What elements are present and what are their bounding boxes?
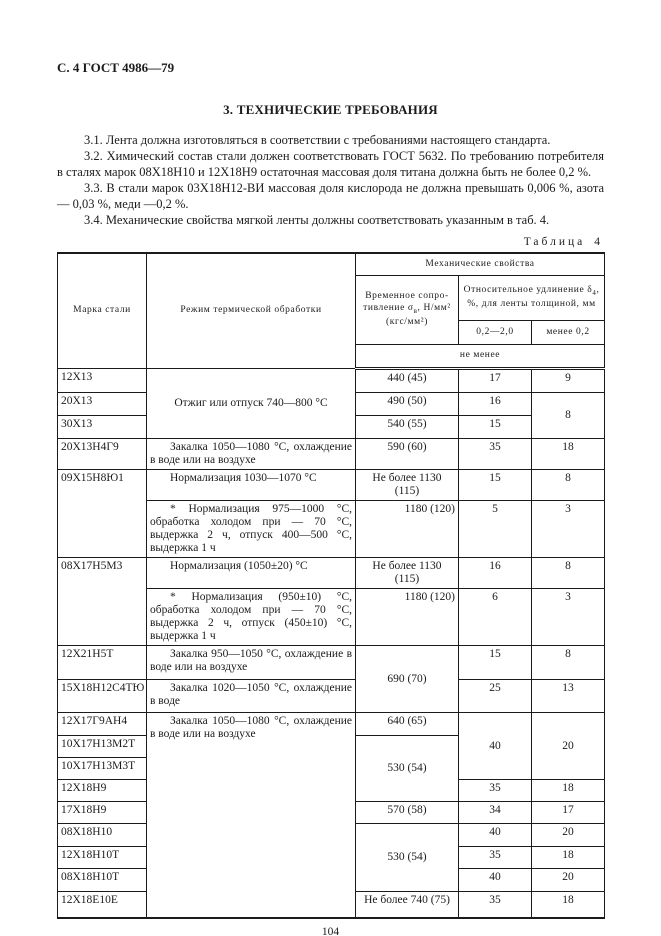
table-row — [58, 470, 605, 501]
elongation-cell: 8 — [532, 470, 605, 501]
mark-cell: 09Х15Н8Ю1 — [58, 470, 147, 558]
elongation-cell: 9 — [532, 369, 605, 393]
paragraphs-block — [57, 132, 604, 228]
mark-cell: 20Х13Н4Г9 — [58, 439, 147, 470]
elongation-cell: 35 — [459, 847, 532, 869]
strength-cell: 690 (70) — [356, 646, 459, 713]
table-row — [58, 713, 605, 736]
elongation-cell: 40 — [459, 869, 532, 892]
elongation-cell: 20 — [532, 869, 605, 892]
elongation-cell: 18 — [532, 892, 605, 918]
treatment-cell: Закалка 1020—1050 °С, охлаждение в воде — [147, 680, 356, 713]
elongation-cell: 40 — [459, 713, 532, 780]
header-not-less: не менее — [356, 345, 605, 369]
table-row — [58, 439, 605, 470]
treatment-cell: * Нормализация 975—1000 °С, обработка холодом при — 70 °С, выдержка 2 ч, отпуск 400—500 °С, выдержка 1 ч — [147, 501, 356, 558]
treatment-cell: Нормализация (1050±20) °С — [147, 558, 356, 589]
tensile-line3: (кгс/мм²) — [386, 317, 428, 328]
table-caption — [57, 236, 604, 248]
strength-cell: 590 (60) — [356, 439, 459, 470]
elongation-cell: 20 — [532, 824, 605, 847]
strength-cell: 530 (54) — [356, 736, 459, 802]
elongation-cell: 15 — [459, 416, 532, 439]
mark-cell: 20Х13 — [58, 393, 147, 416]
table-caption-number: 4 — [594, 236, 600, 248]
table-row — [58, 558, 605, 589]
strength-cell: 490 (50) — [356, 393, 459, 416]
elongation-cell: 15 — [459, 646, 532, 680]
elongation-cell: 35 — [459, 439, 532, 470]
mark-cell: 12Х21Н5Т — [58, 646, 147, 680]
mark-cell: 10Х17Н13М2Т — [58, 736, 147, 758]
elongation-cell: 13 — [532, 680, 605, 713]
treatment-cell: Закалка 950—1050 °С, охлаждение в воде или на воздухе — [147, 646, 356, 680]
strength-cell: 1180 (120) — [356, 589, 459, 646]
mark-cell: 10Х17Н13М3Т — [58, 758, 147, 780]
header-mark: Марка стали — [58, 253, 147, 369]
paragraph-3-3: 3.3. В стали марок 03Х18Н12-ВИ массовая доля кислорода не должна превышать 0,006 %, азота — 0,03 %, меди —0,2 %. — [57, 181, 604, 211]
mark-cell: 15Х18Н12С4ТЮ — [58, 680, 147, 713]
header-tensile-strength — [356, 276, 459, 345]
elongation-cell: 34 — [459, 802, 532, 824]
mark-cell: 12Х17Г9АН4 — [58, 713, 147, 736]
table-body — [58, 369, 605, 918]
strength-cell: Не более 740 (75) — [356, 892, 459, 918]
header-treatment: Режим термической обработки — [147, 253, 356, 369]
elongation-cell: 25 — [459, 680, 532, 713]
mark-cell: 12Х18Н9 — [58, 780, 147, 802]
elongation-text-a: Относительное удлинение δ — [463, 285, 593, 296]
elongation-cell: 5 — [459, 501, 532, 558]
header-thickness-range-2: менее 0,2 — [532, 321, 605, 345]
strength-cell: Не более 1130 (115) — [356, 470, 459, 501]
page-content — [57, 60, 604, 936]
running-header: С. 4 ГОСТ 4986—79 — [57, 60, 175, 75]
elongation-cell: 35 — [459, 780, 532, 802]
strength-cell: 1180 (120) — [356, 501, 459, 558]
elongation-cell: 3 — [532, 589, 605, 646]
elongation-cell: 8 — [532, 646, 605, 680]
elongation-cell: 35 — [459, 892, 532, 918]
treatment-cell: Закалка 1050—1080 °С, охлаждение в воде или на воздухе — [147, 439, 356, 470]
paragraph-3-1: 3.1. Лента должна изготовляться в соответствии с требованиями настоящего стандарта. — [84, 133, 551, 147]
header-relative-elongation — [459, 276, 605, 321]
table-header — [58, 253, 605, 369]
mechanical-properties-table — [57, 252, 605, 919]
table-row — [58, 646, 605, 680]
elongation-cell: 8 — [532, 393, 605, 439]
elongation-cell: 40 — [459, 824, 532, 847]
tensile-line2b: , Н/мм² — [417, 302, 451, 313]
elongation-cell: 17 — [532, 802, 605, 824]
mark-cell: 12Х18Н10Т — [58, 847, 147, 869]
elongation-text-b: , %, для ленты толщиной, мм — [467, 285, 600, 310]
paragraph-3-2: 3.2. Химический состав стали должен соответствовать ГОСТ 5632. По требованию потребителя в сталях марок 08Х18Н10 и 12Х18Н9 остаточная массовая доля титана должна быть не более 0,2 %. — [57, 149, 604, 179]
treatment-cell: Нормализация 1030—1070 °С — [147, 470, 356, 501]
elongation-cell: 8 — [532, 558, 605, 589]
header-mechanical-properties: Механические свойства — [356, 253, 605, 276]
treatment-cell: Закалка 1050—1080 °С, охлаждение в воде или на воздухе — [147, 713, 356, 918]
elongation-cell: 3 — [532, 501, 605, 558]
header-thickness-range-1: 0,2—2,0 — [459, 321, 532, 345]
mark-cell: 30Х13 — [58, 416, 147, 439]
treatment-cell: * Нормализация (950±10) °С, обработка холодом при — 70 °С, выдержка 2 ч, отпуск (450±10) °С, выдержка 1 ч — [147, 589, 356, 646]
mark-cell: 08Х18Н10 — [58, 824, 147, 847]
strength-cell: 540 (55) — [356, 416, 459, 439]
elongation-cell: 20 — [532, 713, 605, 780]
elongation-cell: 18 — [532, 847, 605, 869]
mark-cell: 12Х13 — [58, 369, 147, 393]
table-row — [58, 369, 605, 393]
elongation-cell: 16 — [459, 393, 532, 416]
tensile-line1: Временное сопро- — [365, 291, 449, 302]
tensile-sigma-subscript: в — [413, 306, 418, 315]
elongation-cell: 18 — [532, 439, 605, 470]
treatment-cell: Отжиг или отпуск 740—800 °С — [147, 369, 356, 439]
table-caption-word: Таблица — [523, 236, 586, 248]
strength-cell: 440 (45) — [356, 369, 459, 393]
strength-cell: 530 (54) — [356, 824, 459, 892]
strength-cell: 640 (65) — [356, 713, 459, 736]
elongation-cell: 15 — [459, 470, 532, 501]
mark-cell: 17Х18Н9 — [58, 802, 147, 824]
section-title: 3. ТЕХНИЧЕСКИЕ ТРЕБОВАНИЯ — [223, 102, 438, 117]
mark-cell: 12Х18Е10Е — [58, 892, 147, 918]
paragraph-3-4: 3.4. Механические свойства мягкой ленты должны соответствовать указанным в таб. 4. — [84, 213, 550, 227]
page-number: 104 — [321, 925, 340, 936]
elongation-delta-subscript: 4 — [592, 288, 597, 297]
strength-cell: 570 (58) — [356, 802, 459, 824]
elongation-cell: 17 — [459, 369, 532, 393]
table-row — [58, 680, 605, 713]
elongation-cell: 6 — [459, 589, 532, 646]
elongation-cell: 16 — [459, 558, 532, 589]
strength-cell: Не более 1130 (115) — [356, 558, 459, 589]
mark-cell: 08Х17Н5М3 — [58, 558, 147, 646]
elongation-cell: 18 — [532, 780, 605, 802]
mark-cell: 08Х18Н10Т — [58, 869, 147, 892]
tensile-line2a: тивление σ — [363, 302, 414, 313]
